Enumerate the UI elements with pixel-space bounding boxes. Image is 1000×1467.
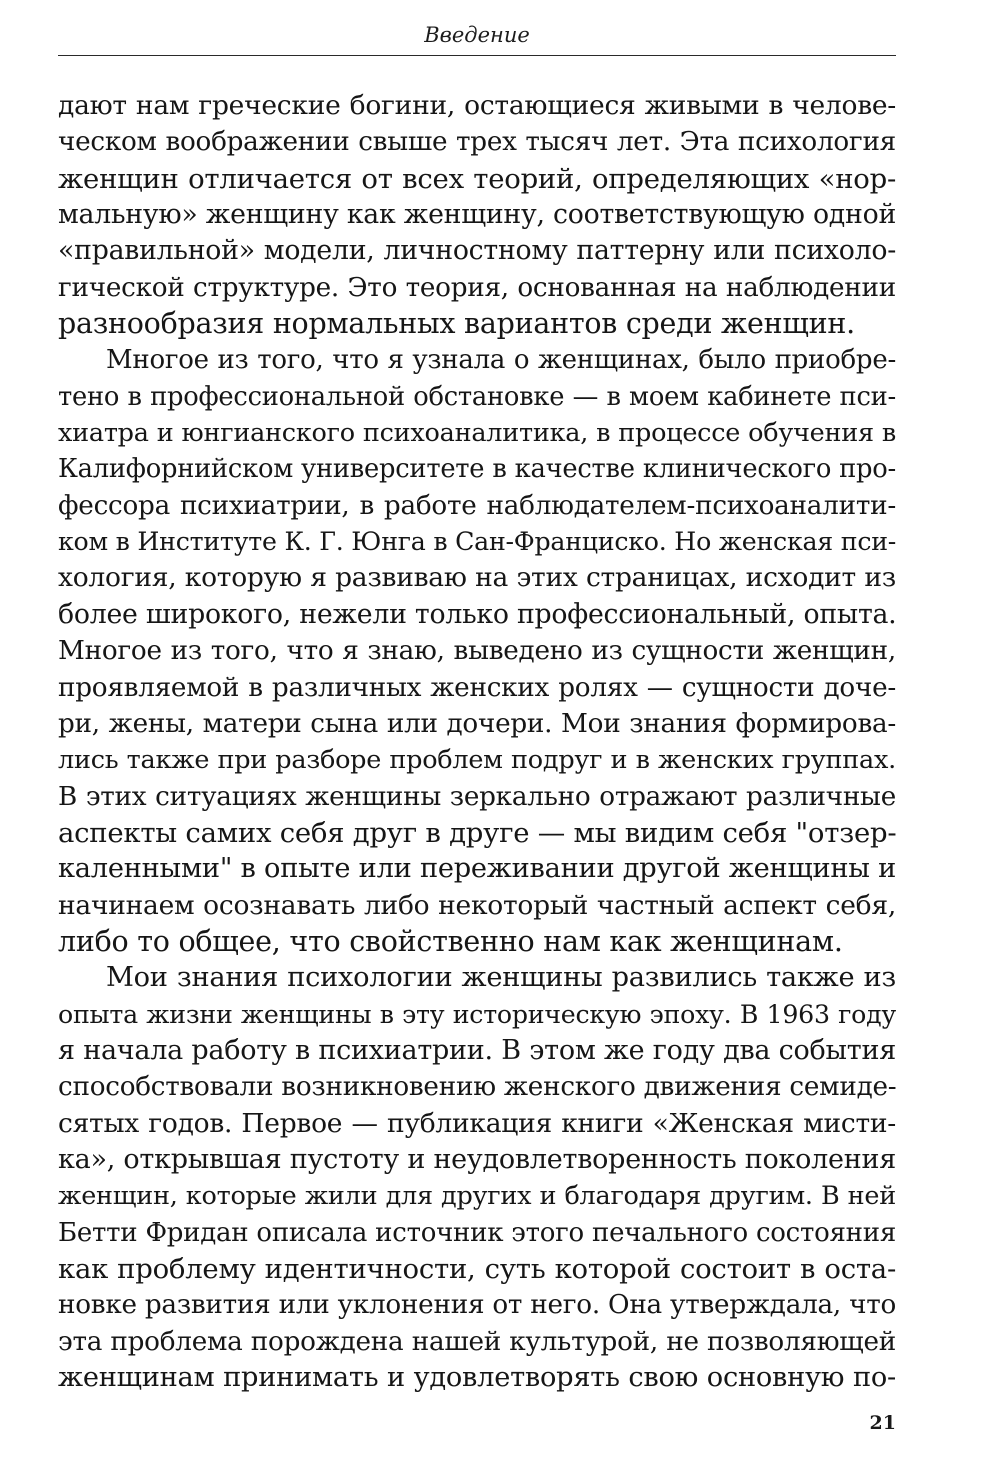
text-line: «правильной» модели, личностному паттерну или психоло- — [58, 235, 896, 267]
text-line: лись также при разборе проблем подруг и в женских группах. — [58, 745, 896, 776]
text-line: проявляемой в различных женских ролях — сущности доче- — [58, 672, 896, 703]
text-line: ком в Институте К. Г. Юнга в Сан-Франциско. Но женская пси- — [58, 527, 897, 557]
text-line-paragraph-end: либо то общее, что свойственно нам как женщинам. — [58, 924, 843, 958]
text-line: Калифорнийском университете в качестве клинического про- — [58, 454, 896, 485]
header-rule — [58, 55, 896, 56]
text-line: хиатра и юнгианского психоаналитика, в процессе обучения в — [58, 418, 896, 449]
text-line: опыта жизни женщины в эту историческую эпоху. В 1963 году — [58, 999, 896, 1029]
body-text — [58, 88, 896, 1396]
running-header-title: Введение — [424, 23, 530, 47]
text-line: дают нам греческие богини, остающиеся живыми в челове- — [58, 90, 896, 121]
text-line: женщинам принимать и удовлетворять свою основную по- — [58, 1362, 896, 1394]
text-line: Бетти Фридан описала источник этого печального состояния — [58, 1217, 896, 1248]
text-line: Многое из того, что я знаю, выведено из сущности женщин, — [58, 636, 896, 667]
text-line: фессора психиатрии, в работе наблюдателем-психоаналити- — [58, 490, 896, 521]
text-line: ческом воображении свыше трех тысяч лет. Эта психология — [58, 127, 896, 158]
text-line: я начала работу в психиатрии. В этом же году два события — [58, 1034, 896, 1066]
text-line: мальную» женщину как женщину, соответствующую одной — [58, 199, 897, 231]
text-line: аспекты самих себя друг в друге — мы видим себя "отзер- — [58, 816, 897, 849]
text-line: ри, жены, матери сына или дочери. Мои знания формирова- — [58, 708, 896, 739]
text-line: начинаем осознавать либо некоторый частный аспект себя, — [58, 889, 896, 921]
text-line: гической структуре. Это теория, основанная на наблюдении — [58, 272, 896, 303]
text-line: каленными" в опыте или переживании другой женщины и — [58, 853, 897, 885]
text-line: сятых годов. Первое — публикация книги «Женская мисти- — [58, 1107, 896, 1139]
text-line: женщин отличается от всех теорий, определяющих «нор- — [58, 162, 896, 195]
text-line: женщин, которые жили для других и благодаря другим. В ней — [58, 1181, 896, 1212]
text-line-paragraph-end: разнообразия нормальных вариантов среди женщин. — [58, 307, 855, 341]
page-number: 21 — [869, 1412, 896, 1434]
text-line-paragraph-start: Многое из того, что я узнала о женщинах, было приобре- — [106, 345, 896, 376]
text-line: более широкого, нежели только профессиональный, опыта. — [58, 598, 897, 630]
text-line: эта проблема порождена нашей культурой, не позволяющей — [58, 1326, 896, 1357]
text-line: хология, которую я развиваю на этих страницах, исходит из — [58, 562, 896, 594]
text-line: как проблему идентичности, суть которой состоит в оста- — [58, 1253, 896, 1285]
text-line: В этих ситуациях женщины зеркально отражают различные — [58, 781, 896, 812]
text-line: способствовали возникновению женского движения семиде- — [58, 1072, 897, 1103]
text-line-paragraph-start: Мои знания психологии женщины развились также из — [106, 962, 896, 994]
text-line: новке развития или уклонения от него. Она утверждала, что — [58, 1290, 897, 1321]
text-line: тено в профессиональной обстановке — в моем кабинете пси- — [58, 381, 896, 412]
text-line: ка», открывшая пустоту и неудовлетворенность поколения — [58, 1143, 897, 1175]
